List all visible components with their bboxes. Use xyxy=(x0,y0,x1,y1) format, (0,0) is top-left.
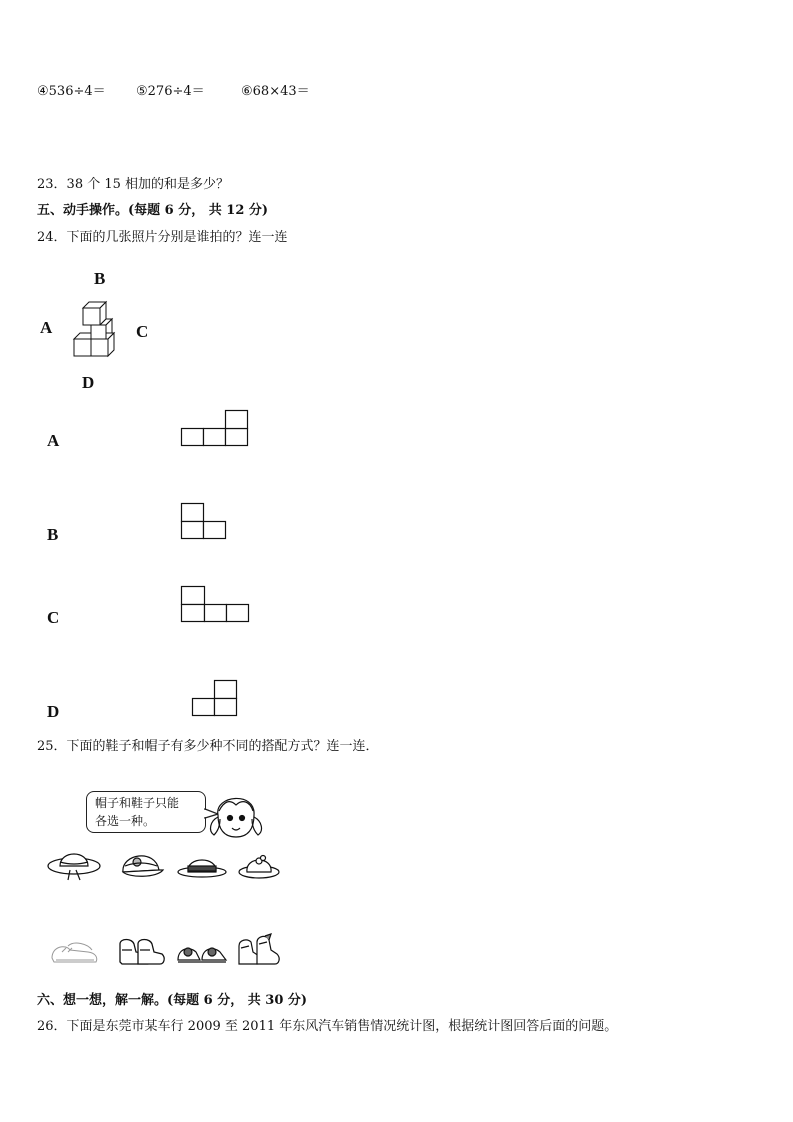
speech-line-2: 各选一种。 xyxy=(95,814,156,828)
section-6-heading: 六、想一想，解一解。(每题 6 分， 共 30 分) xyxy=(37,993,308,1008)
figure-label-right: C xyxy=(136,322,149,341)
speech-line-1: 帽子和鞋子只能 xyxy=(95,796,180,810)
figure-label-bottom: D xyxy=(82,373,95,392)
view-a-shape xyxy=(181,410,249,446)
figure-label-top: B xyxy=(94,269,106,288)
question-25: 25．下面的鞋子和帽子有多少种不同的搭配方式？连一连． xyxy=(37,739,379,754)
view-label-d: D xyxy=(47,702,60,721)
girl-icon xyxy=(208,787,266,841)
speech-bubble xyxy=(86,791,206,833)
view-label-c: C xyxy=(47,608,60,627)
view-label-a: A xyxy=(47,431,60,450)
view-b-shape xyxy=(181,503,227,540)
cube-stack-figure xyxy=(70,300,120,360)
question-23: 23．38 个 15 相加的和是多少？ xyxy=(37,177,230,192)
question-26: 26．下面是东莞市某车行 2009 至 2011 年东风汽车销售情况统计图，根据统计图回答后面的问题。 xyxy=(37,1019,618,1034)
cap-icon xyxy=(119,846,165,882)
view-d-shape xyxy=(192,680,238,717)
view-label-b: B xyxy=(47,525,59,544)
calc-item-6: ⑥68×43＝ xyxy=(241,84,310,99)
sandal-icon xyxy=(176,934,228,966)
boot-icon xyxy=(116,934,166,968)
question-24: 24．下面的几张照片分别是谁拍的？连一连 xyxy=(37,230,288,245)
high-top-icon xyxy=(235,932,281,968)
figure-label-left: A xyxy=(40,318,53,337)
calc-item-5: ⑤276÷4＝ xyxy=(136,84,205,99)
view-c-shape xyxy=(181,586,250,623)
calc-item-4: ④536÷4＝ xyxy=(37,84,106,99)
sneaker-icon xyxy=(48,936,100,966)
bonnet-icon xyxy=(237,848,283,882)
fedora-icon xyxy=(176,850,228,882)
section-5-heading: 五、动手操作。(每题 6 分， 共 12 分) xyxy=(37,203,269,218)
hat-icon xyxy=(46,844,104,884)
